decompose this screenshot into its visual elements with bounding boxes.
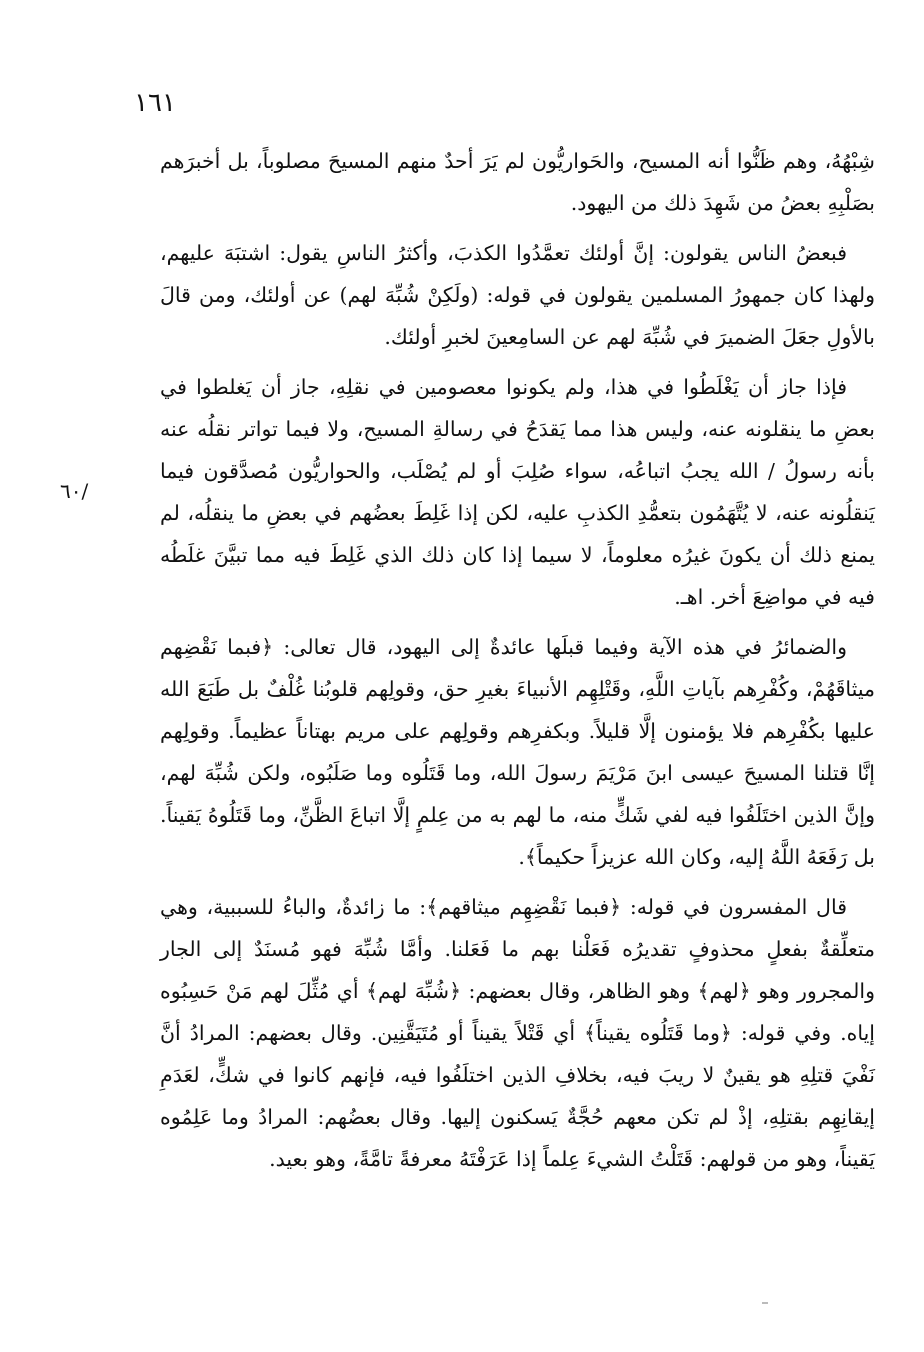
margin-page-reference: /٦٠ <box>60 479 89 503</box>
paragraph-people-views: فبعضُ الناس يقولون: إنَّ أولئك تعمَّدُوا الكذبَ، وأكثرُ الناسِ يقول: اشتبَهَ عليهم، ولهذا كان جمهورُ المسلمين يقولون في قوله: (ولَكِنْ شُبِّهَ لهم) عن أولئك، ومن قالَ بالأولِ جعَلَ الضميرَ في شُبِّهَ لهم عن السامِعينَ لخبرِ أولئك. <box>160 241 875 349</box>
paragraph-quran-verse: والضمائرُ في هذه الآية وفيما قبلَها عائدةٌ إلى اليهود، قال تعالى: ﴿فبما نَقْضِهم ميثاقَهُمْ، وكُفْرِهم بآياتِ اللَّهِ، وقَتْلِهِم الأنبياءَ بغيرِ حق، وقولِهم قلوبُنا غُلْفٌ بل طَبَعَ الله عليها بكُفْرِهم فلا يؤمنون إلَّا قليلاً. وبكفرِهم وقولِهم على مريم بهتاناً عظيماً. وقولِهم إنَّا قتلنا المسيحَ عيسى ابنَ مَرْيَمَ رسولَ الله، وما قَتَلُوه وما صَلَبُوه، ولكن شُبِّهَ لهم، وإنَّ الذين اختَلَفُوا فيه لفي شَكٍّ منه، ما لهم به من عِلمٍ إلَّا اتباعَ الظَّنِّ، وما قَتَلُوهُ يَقيناً. بل رَفَعَهُ اللَّهُ إليه، وكان الله عزيزاً حكيماً﴾. <box>160 635 875 869</box>
paragraph-commentators: قال المفسرون في قوله: ﴿فبما نَقْضِهِم ميثاقهم﴾: ما زائدةٌ، والباءُ للسببية، وهي متعلِّقةٌ بفعلٍ محذوفٍ تقديرُه فَعَلْنا بهم ما فَعَلنا. وأمَّا شُبِّهَ فهو مُسنَدٌ إلى الجار والمجرور وهو ﴿لهم﴾ وهو الظاهر، وقال بعضهم: ﴿شُبِّهَ لهم﴾ أي مُثِّلَ لهم مَنْ حَسِبُوه إياه. وفي قوله: ﴿وما قَتَلُوه يقيناً﴾ أي قَتْلاً يقيناً أو مُتَيَقَّنِين. وقال بعضهم: المرادُ أنَّ نَفْيَ قتلِهِ هو يقينٌ لا ريبَ فيه، بخلافِ الذين اختلَفُوا فيه، فإنهم كانوا في شكٍّ، لعَدَمِ إيقانِهِم بقتلِهِ، إذْ لم تكن معهم حُجَّةٌ يَسكنون إليها. وقال بعضُهم: المرادُ وما عَلِمُوه يَقيناً، وهو من قولهم: قَتَلْتُ الشيءَ عِلماً إذا عَرَفْتَهُ معرفةً تامَّةً، وهو بعيد. <box>160 895 875 1171</box>
page-speck <box>762 1302 768 1304</box>
page-number: ١٦١ <box>134 88 176 118</box>
paragraph-continuation: شِبْهُهُ، وهم ظَنُّوا أنه المسيح، والحَواريُّون لم يَرَ أحدٌ منهم المسيحَ مصلوباً، بل أخبرَهم بصَلْبِهِ بعضُ من شَهِدَ ذلك من اليهود. <box>160 149 875 215</box>
main-text-body <box>160 140 875 1180</box>
paragraph-transmission-error: فإذا جاز أن يَغْلَطُوا في هذا، ولم يكونوا معصومين في نقلِهِ، جاز أن يَغلطوا في بعضِ ما ينقلونه عنه، وليس هذا مما يَقدَحُ في رسالةِ المسيح، ولا فيما تواتر نقلُه عنه بأنه رسولُ / الله يجبُ اتباعُه، سواء صُلِبَ أو لم يُصْلَب، والحواريُّون مُصدَّقون فيما يَنقلُونه عنه، لا يُتَّهَمُون بتعمُّدِ الكذبِ عليه، لكن إذا غَلِطَ بعضُهم في بعضِ ما ينقلُه، لم يمنع ذلك أن يكونَ غيرُه معلوماً، لا سيما إذا كان ذلك الذي غَلِطَ فيه مما تبيَّنَ غلَطُه فيه في مواضِعَ أخر. اهـ. <box>160 375 875 609</box>
